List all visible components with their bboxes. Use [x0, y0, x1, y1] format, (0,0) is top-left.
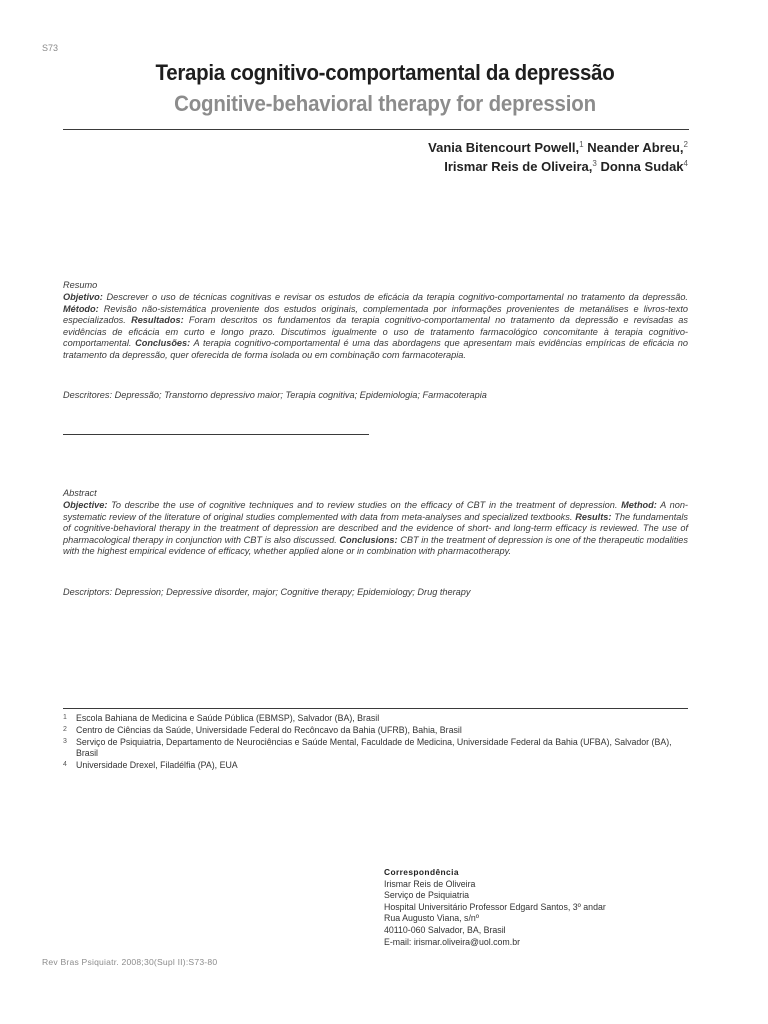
abstract-method: A non-systematic review of the literature of original studies complemented with data from meta-analyses and specialized textbooks.	[63, 500, 688, 522]
author-name: Irismar Reis de Oliveira,	[444, 159, 593, 174]
correspondence-email[interactable]: E-mail: irismar.oliveira@uol.com.br	[384, 936, 521, 947]
abstract-descriptors	[63, 587, 688, 597]
affiliation-text: Serviço de Psiquiatria, Departamento de Neurociências e Saúde Mental, Faculdade de Medicina, Universidade Federal da Bahia (UFBA), Salvador (BA), Brasil	[76, 736, 672, 759]
title-divider	[63, 129, 689, 130]
affiliation-item	[63, 737, 688, 761]
correspondence-line: 40110-060 Salvador, BA, Brasil	[384, 924, 506, 935]
correspondence-heading: Correspondência	[384, 867, 459, 877]
affiliation-text: Universidade Drexel, Filadélfia (PA), EUA	[76, 760, 238, 771]
title-english: Cognitive-behavioral therapy for depression	[174, 91, 596, 116]
resumo-metodo: Revisão não-sistemática proveniente dos estudos originais, complementada por informações provenientes de metanálises e livros-texto especializados.	[63, 303, 688, 326]
title-portuguese: Terapia cognitivo-comportamental da depressão	[155, 60, 615, 85]
author-affiliation-mark: 3	[592, 159, 597, 168]
descriptors-text: Depression; Depressive disorder, major; Cognitive therapy; Epidemiology; Drug therapy	[112, 587, 471, 597]
resumo-resultados-label: Resultados:	[131, 315, 184, 326]
affiliation-item	[63, 713, 688, 725]
affiliation-number: 1	[63, 714, 67, 721]
page-number: S73	[42, 43, 59, 53]
resumo-resultados: Foram descritos os fundamentos da terapia cognitivo-comportamental no tratamento da depressão e revisadas as evidências de eficácia em curto e longo prazo. Discutimos igualmente o uso de tratamento farmacológico concomitante à terapia cognitivo-comportamental.	[63, 315, 688, 349]
affiliation-item	[63, 725, 688, 737]
author-name: Neander Abreu,	[587, 140, 684, 155]
abstract-method-label: Method:	[621, 500, 657, 510]
descritores-text: Depressão; Transtorno depressivo maior; Terapia cognitiva; Epidemiologia; Farmacoterapia	[112, 390, 487, 400]
author-affiliation-mark: 1	[579, 140, 584, 149]
correspondence-line: Rua Augusto Viana, s/nº	[384, 913, 479, 924]
correspondence-block	[384, 867, 606, 948]
abstract-results: The fundamentals of cognitive-behavioral therapy in the treatment of depression are described and the evidence of short- and long-term efficacy is reviewed. The use of pharmacological therapy in conjunction with CBT is also discussed.	[63, 511, 688, 545]
affiliation-number: 4	[63, 761, 67, 769]
affiliation-item	[63, 760, 688, 772]
resumo-conclusoes: A terapia cognitivo-comportamental é uma das abordagens que apresentam mais evidências empíricas de eficácia no tratamento da depressão, quer oferecida de forma isolada ou em combinação com farmacoterapia.	[63, 338, 688, 360]
author-name: Vania Bitencourt Powell,	[428, 140, 580, 155]
affiliations-list	[63, 713, 688, 772]
abstract-results-label: Results:	[575, 511, 612, 522]
affiliations-divider	[63, 708, 688, 709]
section-divider	[63, 434, 369, 435]
resumo-heading: Resumo	[63, 280, 98, 290]
abstract-conclusions: CBT in the treatment of depression is one of the therapeutic modalities with the highest empirical evidence of efficacy, whether applied alone or in combination with pharmacotherapy.	[63, 534, 688, 557]
affiliation-number: 3	[63, 737, 67, 745]
journal-citation-footer: Rev Bras Psiquiatr. 2008;30(Supl II):S73-80	[42, 957, 218, 967]
resumo-conclusoes-label: Conclusões:	[135, 338, 191, 349]
abstract-heading: Abstract	[63, 488, 97, 498]
resumo-metodo-label: Método:	[63, 303, 99, 314]
resumo-objetivo: Descrever o uso de técnicas cognitivas e revisar os estudos de eficácia da terapia cognitivo-comportamental no tratamento da depressão.	[102, 292, 688, 302]
affiliation-text: Centro de Ciências da Saúde, Universidade Federal do Recôncavo da Bahia (UFRB), Bahia, Brasil	[76, 724, 462, 735]
affiliation-number: 2	[63, 725, 67, 733]
resumo-descritores	[63, 390, 688, 400]
correspondence-line: Hospital Universitário Professor Edgard Santos, 3º andar	[384, 901, 606, 912]
resumo-objetivo-label: Objetivo:	[63, 292, 103, 302]
abstract-body	[63, 500, 688, 558]
abstract-objective-label: Objective:	[63, 500, 108, 510]
abstract-objective: To describe the use of cognitive techniques and to review studies on the efficacy of CBT in the treatment of depression.	[107, 500, 622, 510]
affiliation-text: Escola Bahiana de Medicina e Saúde Pública (EBMSP), Salvador (BA), Brasil	[76, 713, 380, 723]
correspondence-line: Serviço de Psiquiatria	[384, 890, 470, 901]
author-affiliation-mark: 2	[683, 140, 688, 149]
resumo-body	[63, 292, 688, 362]
author-affiliation-mark: 4	[683, 159, 688, 168]
descritores-label: Descritores:	[63, 390, 113, 400]
correspondence-line: Irismar Reis de Oliveira	[384, 878, 476, 889]
descriptors-label: Descriptors:	[63, 587, 113, 597]
abstract-conclusions-label: Conclusions:	[339, 534, 398, 545]
authors-line-2	[444, 154, 688, 176]
author-name: Donna Sudak	[600, 159, 684, 174]
